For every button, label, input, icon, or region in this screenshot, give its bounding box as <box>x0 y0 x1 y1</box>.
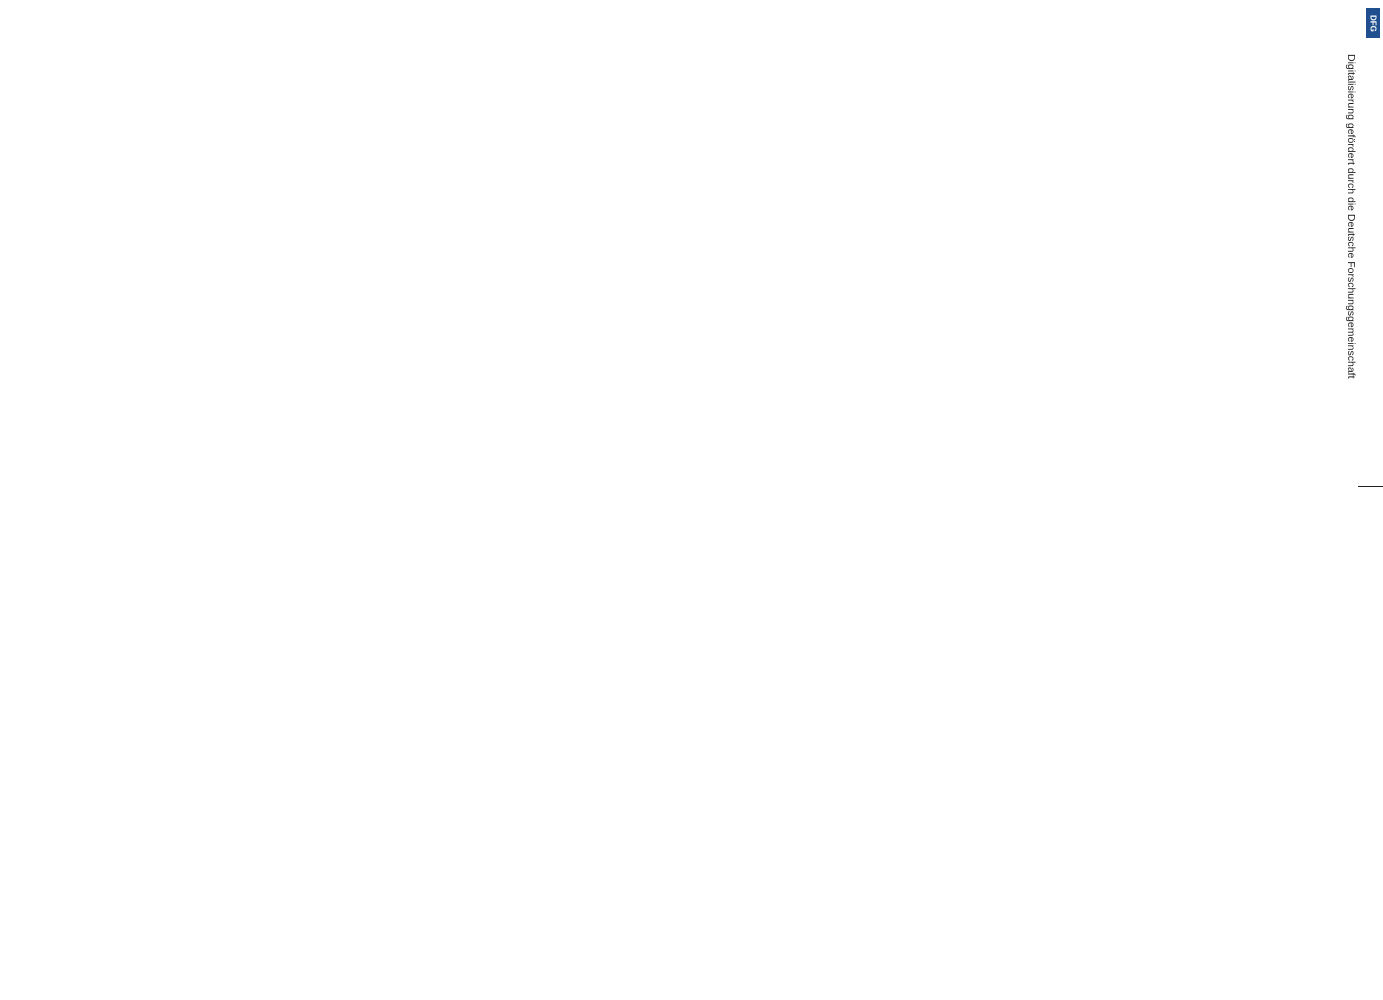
dfg-logo: DFG <box>1366 8 1380 38</box>
digitization-note: Digitalisierung gefördert durch die Deutsche Forschungsgemeinschaft <box>1345 54 1357 379</box>
digitization-credit <box>1345 10 1383 990</box>
